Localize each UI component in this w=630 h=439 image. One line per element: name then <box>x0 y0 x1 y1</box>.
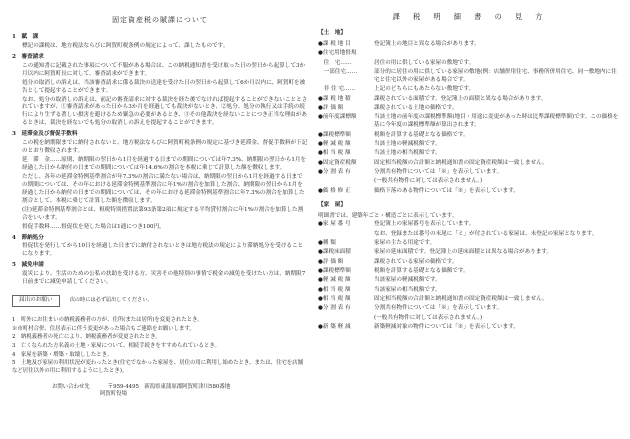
left-section-paragraph: この税を納期限までに納付されないと、地方税法ならびに阿賀町税条例の規定に基づき延滞金、督促手数料が下記のとおり徴収されます。 <box>22 140 308 155</box>
receipt-box-note: 次の時には必ず届出してください。 <box>69 297 153 304</box>
term-row <box>318 188 620 196</box>
note-item: 2 納税義務者の死亡により、納税義務者が変更されたとき。 <box>12 334 161 341</box>
footer-address: 〒959-4495 新潟県東蒲原郡阿賀町津川580番地 <box>107 383 231 390</box>
left-section-paragraph: ただし、各年の延滞金特例基準割合が年7.3%の割合に満たない場合は、納期限の翌日から1月を経過する日までの期間については、その年における延滞金特例基準割合に年1%の割合を加算した割合、納期限の翌日から1月を経過した日から納付の日までの期間については、その年における延滞金特例基準割合に年7.3%の割合を加算した割合として、本税に乗じて計算した額を徴収します。 <box>22 173 305 204</box>
left-section-paragraph: この通知書に記載された事項について不服がある場合は、この納税通知書を受け取った日の翌日から起算して3か月以内に阿賀町長に対して、審査請求ができます。 <box>22 62 306 77</box>
left-section-paragraph: 延 滞 金……原則、納期限の翌日から1月を経過する日までの期間については年7.3%、納期限の翌日から1月を経過した日から納付の日までの期間については年14.6%の割合を本税に乗じて計算した額を徴収します。 <box>22 157 307 171</box>
term-value: 固定相当税額の合計額と納税通知書の固定資産税額は一致しません。 <box>374 159 548 166</box>
left-section-heading: 3 延滞金及び督促手数料 <box>12 131 78 138</box>
footer-office: 阿賀町役場 <box>100 391 127 398</box>
term-key <box>318 315 374 323</box>
footer-contact-label: お問い合わせ先 <box>52 383 90 390</box>
footer <box>12 384 308 399</box>
term-key: ●相 当 税 額 <box>318 296 351 303</box>
left-section <box>12 262 308 287</box>
term-key: ●課税標準額 <box>318 268 351 275</box>
term-value: 新築軽減対象の物件については「※」を表示しています。 <box>374 324 519 331</box>
term-key: ●新 築 軽 減 <box>318 324 351 331</box>
term-row <box>318 231 620 239</box>
receipt-box <box>12 295 308 307</box>
term-value: 税額を計算する基礎となる価格です。 <box>374 131 469 138</box>
term-row <box>318 86 620 94</box>
term-row <box>318 114 620 130</box>
term-value: 課税されている家屋の価格です。 <box>374 258 458 265</box>
term-row <box>318 277 620 285</box>
term-value: (一般共有物件に対しては表示されません。) <box>374 178 483 185</box>
term-value: 分割共有物件については「※」を表示しています。 <box>374 305 503 312</box>
term-value <box>374 50 620 58</box>
term-key: ●相 当 税 額 <box>318 150 351 157</box>
left-title: 固定資産税の賦課について <box>112 16 208 24</box>
term-row <box>318 240 620 248</box>
term-value: 上記のどちらにもあたらない敷地です。 <box>374 86 475 93</box>
term-key: 住 宅…… <box>318 59 352 66</box>
left-section-paragraph: 震災により、生活のための公私の扶助を受ける方、災害その他特別の事情で税金の減免を受けたい方は、納期限7日前までに減免申請してください。 <box>22 271 306 286</box>
notes-list <box>12 317 308 376</box>
term-key: ●相 当 税 額 <box>318 286 351 293</box>
left-section-heading: 1 賦 課 <box>12 33 39 40</box>
left-section-paragraph: 処分の取消しの訴えは、当該審査請求に係る裁決の送達を受けた日の翌日から起算して6か月以内に、阿賀町を被告として提起することができます。 <box>22 79 306 94</box>
receipt-box-label: 届出のお願い <box>12 295 60 307</box>
term-key <box>318 231 374 239</box>
term-value: 当該土地の軽減税額です。 <box>374 140 441 147</box>
term-key: ●軽 減 税 額 <box>318 140 351 147</box>
note-item: 4 家屋を新築・増築・取壊ししたとき。 <box>12 351 113 358</box>
term-row <box>318 41 620 49</box>
land-items <box>318 41 620 195</box>
term-row <box>318 249 620 257</box>
term-value: 当該土地の前年度の課税標準額(地目・用途に変更があった時は比準課税標準額)です。この価格を基に今年度の課税標準額が算出されます。 <box>374 114 619 129</box>
term-value: (一般共有物件に対しては表示されません。) <box>374 314 483 321</box>
term-row <box>318 296 620 304</box>
left-sections <box>12 34 308 287</box>
left-section <box>12 131 308 231</box>
term-key: ●分 割 表 有 <box>318 305 351 312</box>
term-row <box>318 50 620 58</box>
term-value: 登記簿上の家屋番号を表示しています。 <box>374 221 475 228</box>
house-intro: 明細書では、建築年ごと・構造ごとに表示しています。 <box>318 212 458 219</box>
term-row <box>318 141 620 149</box>
left-section-heading: 5 減免申請 <box>12 262 44 269</box>
term-row <box>318 324 620 332</box>
term-row <box>318 132 620 140</box>
term-key: ●価 格 修 正 <box>318 187 351 194</box>
term-row <box>318 60 620 68</box>
term-value: 価格下落のある物件については「※」を表示しています。 <box>374 187 519 194</box>
term-key: ●課 税 地 積 <box>318 95 351 102</box>
term-value: 登記簿上の地目と異なる場合があります。 <box>374 41 480 48</box>
term-value: 固定相当税額の合計額と納税通知書の固定資産税額は一致しません。 <box>374 296 548 303</box>
term-row <box>318 169 620 177</box>
term-value: 課税されている面積です。登記簿上の面積と異なる場合があります。 <box>374 95 547 102</box>
term-row <box>318 160 620 168</box>
term-row <box>318 305 620 313</box>
term-row <box>318 96 620 104</box>
left-section-paragraph: (注)延滞金特例基準割合とは、租税特別措置法第93条第2項に規定する平均貸付割合に年1%の割合を加算した割合をいいます。 <box>22 206 304 221</box>
term-row <box>318 221 620 229</box>
left-section <box>12 235 308 260</box>
left-section-paragraph: 督促手数料……督促状を発した場合は1通につき100円。 <box>22 223 165 230</box>
term-key <box>318 178 374 186</box>
note-item: 3 亡くなられた方名義の土地・家屋について、相続手続きをすすめられているとき。 <box>12 343 220 350</box>
left-section-paragraph: 標記の課税は、地方税法ならびに阿賀町税条例の規定によって、課したものです。 <box>22 42 229 49</box>
term-row <box>318 150 620 158</box>
right-title: 課 税 明 細 書 の 見 方 <box>392 12 546 21</box>
left-column <box>12 10 308 399</box>
land-heading: 【土 地】 <box>318 30 346 37</box>
term-value: 当該家屋の相当税額です。 <box>374 286 441 293</box>
term-value: 家屋の延床面積です。登記簿上の延床面積とは異なる場合があります。 <box>374 249 553 256</box>
term-value: 分割共有物件については「※」を表示しています。 <box>374 168 503 175</box>
term-key: ●課税標準額 <box>318 131 351 138</box>
term-value: 当該家屋の軽減税額です。 <box>374 277 441 284</box>
term-row <box>318 268 620 276</box>
term-key: ●固定資産税額 <box>318 159 357 166</box>
house-heading: 【家 屋】 <box>318 201 346 208</box>
note-item: ※市町村合併、住居表示に伴う変更があった場合もご連絡をお願いします。 <box>12 325 195 332</box>
left-section-paragraph: 督促状を発行してから10日を経過した日までに納付されないときは地方税法の規定により滞納処分を受けることになります。 <box>22 243 304 258</box>
term-row <box>318 315 620 323</box>
term-value: なお、登録または番号の末尾に「ミ」が付されている家屋は、未登記の家屋となります。 <box>374 230 598 237</box>
term-key: ●評 価 額 <box>318 258 344 265</box>
term-key: 一部住宅…… <box>318 69 358 76</box>
term-key: 非 住 宅…… <box>318 86 356 93</box>
left-section-heading: 2 審査請求 <box>12 53 44 60</box>
term-value: 課税されている土地の価格です。 <box>374 105 458 112</box>
left-section <box>12 54 308 128</box>
term-row <box>318 287 620 295</box>
term-key: ●課税床面積 <box>318 249 351 256</box>
term-value: 税額を計算する基礎となる価額です。 <box>374 268 469 275</box>
right-column <box>318 10 620 333</box>
term-key: ●種 類 <box>318 240 336 247</box>
term-key: ●家 屋 番 号 <box>318 221 351 228</box>
term-value: 部分的に居住の用に供している家屋の敷地(例：店舗併用住宅、事務所併用住宅、同一敷地内に住宅と住宅以外の家屋がある場合です。 <box>374 69 617 84</box>
term-value: 当該土地の相当税額です。 <box>374 150 441 157</box>
term-key: ●住宅用地督規 <box>318 50 357 57</box>
term-value: 居住の用に供している家屋の敷地です。 <box>374 59 475 66</box>
term-key: ●課 税 地 目 <box>318 41 351 48</box>
term-row <box>318 69 620 85</box>
term-row <box>318 178 620 186</box>
left-section-paragraph: なお、処分の取消しの訴えは、前記の審査請求に対する裁決を経た後でなければ提起することができないこととされていますが、①審査請求があった日から3か月を経過しても裁決がないとき、②処分、処分の執行又は手続の続行により生ずる著しい損害を避けるため緊急の必要があるとき、③その他裁決を経ないことにつき正当な理由があるときは、裁決を経ないでも処分の取消しの訴えを提起することができます。 <box>22 96 308 127</box>
term-key: ●軽 減 税 額 <box>318 277 351 284</box>
note-item: 1 町外にお住まいの納税義務者の方が、住所(または居所)を変更されたとき。 <box>12 317 203 324</box>
note-item: 5 土地及び家屋の利用状況が変わったとき(住宅でなかった家屋を、居住の用に利用し始めたとき、または、住宅を店舗など居住以外の用に利用するようにしたとき)。 <box>12 360 303 375</box>
left-section <box>12 34 308 51</box>
term-key: ●分 割 表 有 <box>318 168 351 175</box>
left-section-heading: 4 滞納処分 <box>12 234 44 241</box>
term-value: 家屋の主たる用途です。 <box>374 240 436 247</box>
term-row <box>318 259 620 267</box>
term-key: ●評 価 額 <box>318 105 344 112</box>
term-row <box>318 105 620 113</box>
term-key: ●前年度課標額 <box>318 114 357 121</box>
house-items <box>318 221 620 332</box>
